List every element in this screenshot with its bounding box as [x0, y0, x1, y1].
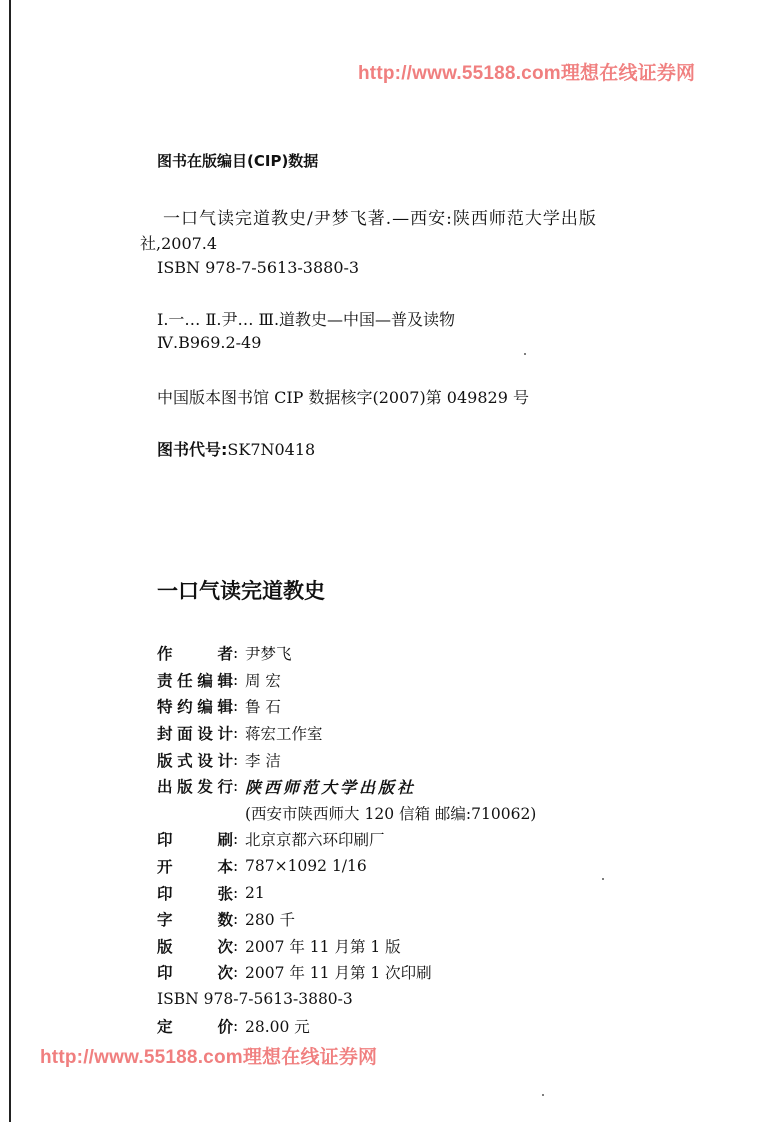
- credit-label: 定价: [157, 1017, 233, 1036]
- credit-special-editor: 特约编辑 : 鲁 石: [157, 697, 281, 717]
- book-code-value: SK7N0418: [227, 440, 316, 459]
- cip-title-line: 一口气读完道教史/尹梦飞著.—西安:陕西师范大学出版: [163, 209, 597, 229]
- credit-value: 蒋宏工作室: [245, 725, 323, 744]
- credit-value: 280 千: [245, 911, 296, 930]
- credit-label: 字数: [157, 911, 233, 930]
- credit-value: 787×1092 1/16: [245, 857, 367, 876]
- credit-edition: 版次 : 2007 年 11 月第 1 版: [157, 936, 401, 956]
- watermark-top: http://www.55188.com理想在线证券网: [358, 63, 696, 84]
- credit-label: 版次: [157, 937, 233, 956]
- credit-value: 鲁 石: [245, 698, 281, 717]
- scan-speck: [602, 878, 604, 880]
- credit-value: 尹梦飞: [245, 645, 292, 664]
- credit-publisher-address: [157, 800, 536, 827]
- credit-cover-design: 封面设计 : 蒋宏工作室: [157, 724, 323, 744]
- credit-printer: 印刷 : 北京京都六环印刷厂: [157, 830, 385, 850]
- credit-value: 北京京都六环印刷厂: [245, 831, 385, 850]
- credit-publisher: 出版发行 : 陕西师范大学出版社: [157, 773, 536, 800]
- credit-price: 定价 : 28.00 元: [157, 1016, 310, 1036]
- credit-value: ISBN 978-7-5613-3880-3: [157, 990, 353, 1009]
- credit-value: 周 宏: [245, 671, 281, 690]
- credit-label: 开本: [157, 858, 233, 877]
- credit-printing: 印次 : 2007 年 11 月第 1 次印刷: [157, 963, 432, 983]
- book-code: [157, 437, 315, 460]
- credit-isbn: [157, 986, 536, 1013]
- publisher-name: 陕西师范大学出版社: [245, 777, 417, 797]
- scan-speck: [524, 353, 526, 355]
- cip-publisher-line: 社,2007.4: [140, 234, 218, 253]
- cip-clc-number: Ⅳ.B969.2-49: [157, 333, 262, 352]
- watermark-bottom: http://www.55188.com理想在线证券网: [40, 1047, 378, 1068]
- credit-value: 2007 年 11 月第 1 次印刷: [245, 964, 432, 983]
- credit-value: 2007 年 11 月第 1 版: [245, 937, 401, 956]
- credit-label: 作者: [157, 645, 233, 664]
- credit-label: 版式设计: [157, 751, 233, 770]
- credit-sheets: 印张 : 21: [157, 883, 265, 903]
- credit-label: 印张: [157, 884, 233, 903]
- credit-responsible-editor: 责任编辑 : 周 宏: [157, 670, 281, 690]
- credit-value: (西安市陕西师大 120 信箱 邮编:710062): [245, 804, 537, 823]
- cip-isbn: ISBN 978-7-5613-3880-3: [157, 258, 360, 277]
- credit-value: 21: [245, 883, 265, 902]
- credit-label: 封面设计: [157, 725, 233, 744]
- credit-layout-design: 版式设计 : 李 洁: [157, 750, 281, 770]
- credit-author: 作者 : 尹梦飞: [157, 644, 292, 664]
- cip-classification: Ⅰ.一… Ⅱ.尹… Ⅲ.道教史—中国—普及读物: [157, 310, 456, 329]
- credit-label: 出版发行: [157, 778, 233, 797]
- scan-edge-line: [9, 0, 11, 1122]
- credit-label: 印次: [157, 964, 233, 983]
- credit-format: 开本 : 787×1092 1/16: [157, 857, 367, 877]
- credit-label: 责任编辑: [157, 671, 233, 690]
- credit-word-count: 字数 : 280 千: [157, 910, 296, 930]
- scan-speck: [542, 1094, 544, 1096]
- credit-value: 李 洁: [245, 751, 281, 770]
- credit-label: 特约编辑: [157, 698, 233, 717]
- cip-verification: 中国版本图书馆 CIP 数据核字(2007)第 049829 号: [157, 388, 529, 407]
- book-title: 一口气读完道教史: [157, 579, 325, 603]
- book-code-label: 图书代号:: [157, 440, 228, 459]
- credits-block: [157, 640, 536, 1039]
- credit-label: 印刷: [157, 831, 233, 850]
- cip-heading: 图书在版编目(CIP)数据: [157, 152, 319, 170]
- credit-value: 28.00 元: [245, 1017, 310, 1036]
